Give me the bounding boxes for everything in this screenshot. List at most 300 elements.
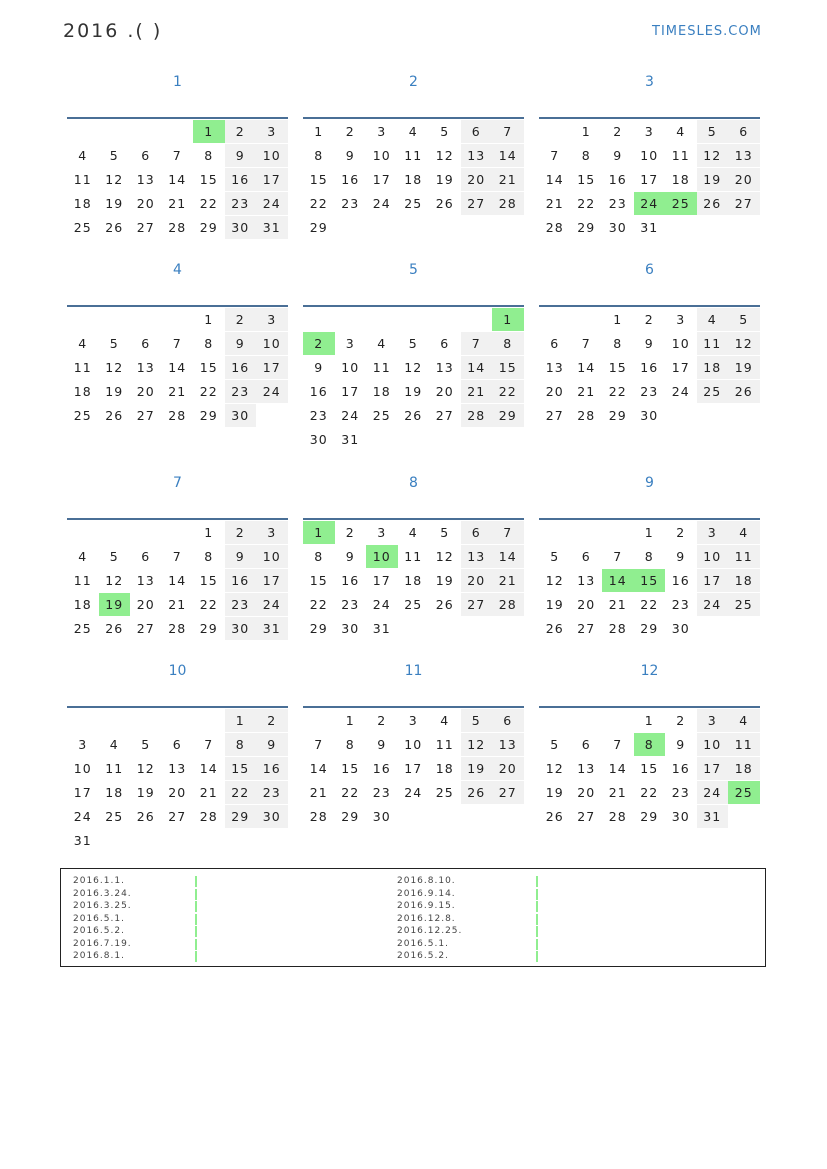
day-cell[interactable]: 1 (204, 312, 214, 327)
day-cell[interactable]: 18 (671, 172, 690, 187)
day-cell[interactable]: 18 (728, 757, 760, 780)
day-cell[interactable]: 14 (199, 761, 218, 776)
day-cell[interactable]: 18 (697, 356, 729, 379)
day-cell[interactable]: 3 (408, 713, 418, 728)
day-cell[interactable]: 8 (314, 148, 324, 163)
day-cell[interactable]: 12 (545, 761, 564, 776)
day-cell[interactable]: 6 (172, 737, 182, 752)
day-cell[interactable]: 21 (608, 785, 627, 800)
day-cell[interactable]: 23 (225, 593, 257, 616)
day-cell[interactable]: 31 (256, 617, 288, 640)
day-cell[interactable]: 30 (671, 809, 690, 824)
day-cell[interactable]: 11 (73, 172, 92, 187)
day-cell[interactable]: 17 (640, 172, 659, 187)
day-cell[interactable]: 4 (78, 336, 88, 351)
site-logo[interactable]: TIMESLES.COM (652, 24, 762, 39)
day-cell[interactable]: 4 (78, 148, 88, 163)
day-cell[interactable]: 23 (341, 196, 360, 211)
day-cell[interactable]: 18 (73, 196, 92, 211)
day-cell[interactable]: 5 (440, 525, 450, 540)
day-cell[interactable]: 29 (577, 220, 596, 235)
day-cell[interactable]: 15 (199, 172, 218, 187)
day-cell[interactable]: 26 (136, 809, 155, 824)
day-cell[interactable]: 28 (461, 404, 493, 427)
day-cell[interactable]: 26 (105, 220, 124, 235)
day-cell[interactable]: 12 (728, 332, 760, 355)
day-cell[interactable]: 31 (640, 220, 659, 235)
day-cell[interactable]: 18 (73, 597, 92, 612)
day-cell[interactable]: 7 (172, 336, 182, 351)
day-cell[interactable]: 17 (256, 356, 288, 379)
day-cell[interactable]: 7 (204, 737, 214, 752)
day-cell[interactable]: 16 (225, 569, 257, 592)
day-cell[interactable]: 23 (341, 597, 360, 612)
day-cell[interactable]: 30 (225, 617, 257, 640)
day-cell[interactable]: 29 (199, 408, 218, 423)
day-cell[interactable]: 29 (640, 621, 659, 636)
day-cell[interactable]: 20 (492, 757, 524, 780)
day-cell[interactable]: 13 (492, 733, 524, 756)
day-cell[interactable]: 14 (168, 172, 187, 187)
day-cell[interactable]: 22 (199, 196, 218, 211)
day-cell[interactable]: 10 (640, 148, 659, 163)
day-cell[interactable]: 20 (136, 384, 155, 399)
day-cell[interactable]: 25 (404, 196, 423, 211)
day-cell[interactable]: 4 (676, 124, 686, 139)
day-cell[interactable]: 5 (550, 549, 560, 564)
day-cell[interactable]: 11 (73, 360, 92, 375)
day-cell[interactable]: 11 (671, 148, 690, 163)
day-cell[interactable]: 3 (377, 525, 387, 540)
day-cell[interactable]: 9 (225, 144, 257, 167)
day-cell[interactable]: 13 (136, 573, 155, 588)
day-cell[interactable]: 2 (377, 713, 387, 728)
day-cell[interactable]: 26 (728, 380, 760, 403)
day-cell[interactable]: 9 (676, 737, 686, 752)
day-cell[interactable]: 14 (492, 545, 524, 568)
day-cell[interactable]: 5 (728, 308, 760, 331)
day-cell[interactable]: 29 (640, 809, 659, 824)
day-cell[interactable]: 27 (136, 408, 155, 423)
day-cell[interactable]: 26 (545, 809, 564, 824)
day-cell[interactable]: 7 (461, 332, 493, 355)
day-cell[interactable]: 5 (440, 124, 450, 139)
day-cell[interactable]: 29 (225, 805, 257, 828)
day-cell[interactable]: 29 (309, 220, 328, 235)
day-cell[interactable]: 22 (492, 380, 524, 403)
day-cell[interactable]: 3 (256, 120, 288, 143)
day-cell[interactable]: 8 (634, 733, 666, 756)
day-cell[interactable]: 24 (697, 593, 729, 616)
day-cell[interactable]: 11 (372, 360, 391, 375)
day-cell[interactable]: 13 (136, 360, 155, 375)
day-cell[interactable]: 30 (341, 621, 360, 636)
day-cell[interactable]: 20 (461, 168, 493, 191)
day-cell[interactable]: 10 (256, 144, 288, 167)
day-cell[interactable]: 12 (435, 549, 454, 564)
day-cell[interactable]: 5 (550, 737, 560, 752)
day-cell[interactable]: 22 (640, 597, 659, 612)
day-cell[interactable]: 8 (204, 148, 214, 163)
day-cell[interactable]: 1 (644, 713, 654, 728)
day-cell[interactable]: 29 (309, 621, 328, 636)
day-cell[interactable]: 8 (492, 332, 524, 355)
day-cell[interactable]: 12 (105, 573, 124, 588)
day-cell[interactable]: 8 (204, 336, 214, 351)
day-cell[interactable]: 2 (225, 308, 257, 331)
day-cell[interactable]: 26 (435, 597, 454, 612)
day-cell[interactable]: 19 (99, 593, 131, 616)
day-cell[interactable]: 17 (372, 172, 391, 187)
day-cell[interactable]: 20 (728, 168, 760, 191)
day-cell[interactable]: 6 (581, 737, 591, 752)
day-cell[interactable]: 21 (545, 196, 564, 211)
day-cell[interactable]: 1 (644, 525, 654, 540)
day-cell[interactable]: 1 (345, 713, 355, 728)
day-cell[interactable]: 13 (461, 144, 493, 167)
day-cell[interactable]: 31 (73, 833, 92, 848)
day-cell[interactable]: 1 (581, 124, 591, 139)
day-cell[interactable]: 14 (602, 569, 634, 592)
day-cell[interactable]: 17 (671, 360, 690, 375)
day-cell[interactable]: 30 (256, 805, 288, 828)
day-cell[interactable]: 20 (136, 196, 155, 211)
day-cell[interactable]: 24 (341, 408, 360, 423)
day-cell[interactable]: 10 (256, 332, 288, 355)
day-cell[interactable]: 2 (225, 521, 257, 544)
day-cell[interactable]: 28 (492, 192, 524, 215)
day-cell[interactable]: 19 (728, 356, 760, 379)
day-cell[interactable]: 27 (492, 781, 524, 804)
day-cell[interactable]: 13 (545, 360, 564, 375)
day-cell[interactable]: 6 (141, 336, 151, 351)
day-cell[interactable]: 20 (461, 569, 493, 592)
day-cell[interactable]: 25 (435, 785, 454, 800)
day-cell[interactable]: 22 (199, 597, 218, 612)
day-cell[interactable]: 7 (172, 148, 182, 163)
day-cell[interactable]: 29 (199, 220, 218, 235)
day-cell[interactable]: 21 (461, 380, 493, 403)
day-cell[interactable]: 21 (608, 597, 627, 612)
day-cell[interactable]: 26 (105, 621, 124, 636)
day-cell[interactable]: 14 (545, 172, 564, 187)
day-cell[interactable]: 29 (492, 404, 524, 427)
day-cell[interactable]: 29 (199, 621, 218, 636)
day-cell[interactable]: 17 (256, 168, 288, 191)
day-cell[interactable]: 24 (634, 192, 666, 215)
day-cell[interactable]: 22 (577, 196, 596, 211)
day-cell[interactable]: 3 (256, 521, 288, 544)
day-cell[interactable]: 3 (345, 336, 355, 351)
day-cell[interactable]: 9 (225, 545, 257, 568)
day-cell[interactable]: 29 (341, 809, 360, 824)
day-cell[interactable]: 3 (697, 709, 729, 732)
day-cell[interactable]: 13 (577, 761, 596, 776)
day-cell[interactable]: 18 (105, 785, 124, 800)
day-cell[interactable]: 7 (314, 737, 324, 752)
day-cell[interactable]: 9 (225, 332, 257, 355)
day-cell[interactable]: 18 (73, 384, 92, 399)
day-cell[interactable]: 19 (545, 597, 564, 612)
day-cell[interactable]: 10 (697, 545, 729, 568)
day-cell[interactable]: 7 (172, 549, 182, 564)
day-cell[interactable]: 20 (577, 785, 596, 800)
day-cell[interactable]: 8 (581, 148, 591, 163)
day-cell[interactable]: 9 (613, 148, 623, 163)
day-cell[interactable]: 24 (256, 380, 288, 403)
day-cell[interactable]: 6 (492, 709, 524, 732)
day-cell[interactable]: 27 (136, 621, 155, 636)
day-cell[interactable]: 10 (671, 336, 690, 351)
day-cell[interactable]: 15 (640, 761, 659, 776)
day-cell[interactable]: 20 (168, 785, 187, 800)
day-cell[interactable]: 8 (345, 737, 355, 752)
day-cell[interactable]: 23 (309, 408, 328, 423)
day-cell[interactable]: 5 (109, 336, 119, 351)
day-cell[interactable]: 13 (136, 172, 155, 187)
day-cell[interactable]: 30 (309, 432, 328, 447)
day-cell[interactable]: 19 (435, 172, 454, 187)
day-cell[interactable]: 6 (440, 336, 450, 351)
day-cell[interactable]: 29 (608, 408, 627, 423)
day-cell[interactable]: 10 (697, 733, 729, 756)
day-cell[interactable]: 16 (372, 761, 391, 776)
day-cell[interactable]: 15 (577, 172, 596, 187)
day-cell[interactable]: 18 (372, 384, 391, 399)
day-cell[interactable]: 6 (550, 336, 560, 351)
day-cell[interactable]: 17 (697, 757, 729, 780)
day-cell[interactable]: 21 (492, 168, 524, 191)
day-cell[interactable]: 18 (728, 569, 760, 592)
day-cell[interactable]: 12 (435, 148, 454, 163)
day-cell[interactable]: 31 (372, 621, 391, 636)
day-cell[interactable]: 7 (613, 737, 623, 752)
day-cell[interactable]: 16 (341, 172, 360, 187)
day-cell[interactable]: 11 (404, 549, 423, 564)
day-cell[interactable]: 7 (550, 148, 560, 163)
day-cell[interactable]: 11 (404, 148, 423, 163)
day-cell[interactable]: 12 (105, 172, 124, 187)
day-cell[interactable]: 26 (435, 196, 454, 211)
day-cell[interactable]: 6 (141, 148, 151, 163)
day-cell[interactable]: 27 (545, 408, 564, 423)
day-cell[interactable]: 9 (377, 737, 387, 752)
day-cell[interactable]: 14 (608, 761, 627, 776)
day-cell[interactable]: 11 (435, 737, 454, 752)
day-cell[interactable]: 18 (404, 172, 423, 187)
day-cell[interactable]: 10 (256, 545, 288, 568)
day-cell[interactable]: 30 (225, 216, 257, 239)
day-cell[interactable]: 16 (640, 360, 659, 375)
day-cell[interactable]: 24 (256, 593, 288, 616)
day-cell[interactable]: 13 (577, 573, 596, 588)
day-cell[interactable]: 15 (608, 360, 627, 375)
day-cell[interactable]: 20 (435, 384, 454, 399)
day-cell[interactable]: 17 (697, 569, 729, 592)
day-cell[interactable]: 2 (256, 709, 288, 732)
day-cell[interactable]: 13 (435, 360, 454, 375)
day-cell[interactable]: 26 (697, 192, 729, 215)
day-cell[interactable]: 8 (204, 549, 214, 564)
day-cell[interactable]: 13 (461, 545, 493, 568)
day-cell[interactable]: 16 (341, 573, 360, 588)
day-cell[interactable]: 25 (105, 809, 124, 824)
day-cell[interactable]: 2 (676, 713, 686, 728)
day-cell[interactable]: 19 (136, 785, 155, 800)
day-cell[interactable]: 23 (671, 597, 690, 612)
day-cell[interactable]: 14 (168, 573, 187, 588)
day-cell[interactable]: 21 (168, 384, 187, 399)
day-cell[interactable]: 15 (309, 172, 328, 187)
day-cell[interactable]: 24 (256, 192, 288, 215)
day-cell[interactable]: 28 (577, 408, 596, 423)
day-cell[interactable]: 21 (492, 569, 524, 592)
day-cell[interactable]: 5 (697, 120, 729, 143)
day-cell[interactable]: 4 (109, 737, 119, 752)
day-cell[interactable]: 15 (199, 360, 218, 375)
day-cell[interactable]: 22 (309, 597, 328, 612)
day-cell[interactable]: 16 (671, 573, 690, 588)
day-cell[interactable]: 10 (372, 148, 391, 163)
day-cell[interactable]: 20 (545, 384, 564, 399)
day-cell[interactable]: 30 (640, 408, 659, 423)
day-cell[interactable]: 6 (728, 120, 760, 143)
day-cell[interactable]: 19 (105, 196, 124, 211)
day-cell[interactable]: 24 (73, 809, 92, 824)
day-cell[interactable]: 27 (435, 408, 454, 423)
day-cell[interactable]: 11 (105, 761, 124, 776)
day-cell[interactable]: 31 (341, 432, 360, 447)
day-cell[interactable]: 9 (345, 148, 355, 163)
day-cell[interactable]: 23 (671, 785, 690, 800)
day-cell[interactable]: 6 (461, 120, 493, 143)
day-cell[interactable]: 3 (697, 521, 729, 544)
day-cell[interactable]: 28 (492, 593, 524, 616)
day-cell[interactable]: 22 (225, 781, 257, 804)
day-cell[interactable]: 9 (345, 549, 355, 564)
day-cell[interactable]: 19 (697, 168, 729, 191)
day-cell[interactable]: 19 (545, 785, 564, 800)
day-cell[interactable]: 8 (314, 549, 324, 564)
day-cell[interactable]: 17 (341, 384, 360, 399)
day-cell[interactable]: 3 (256, 308, 288, 331)
day-cell[interactable]: 18 (435, 761, 454, 776)
day-cell[interactable]: 23 (225, 380, 257, 403)
day-cell[interactable]: 4 (408, 124, 418, 139)
day-cell[interactable]: 25 (728, 781, 760, 804)
day-cell[interactable]: 21 (168, 597, 187, 612)
day-cell[interactable]: 1 (225, 709, 257, 732)
day-cell[interactable]: 14 (461, 356, 493, 379)
day-cell[interactable]: 3 (676, 312, 686, 327)
day-cell[interactable]: 25 (728, 593, 760, 616)
day-cell[interactable]: 24 (404, 785, 423, 800)
day-cell[interactable]: 28 (199, 809, 218, 824)
day-cell[interactable]: 4 (440, 713, 450, 728)
day-cell[interactable]: 28 (168, 220, 187, 235)
day-cell[interactable]: 4 (697, 308, 729, 331)
day-cell[interactable]: 10 (404, 737, 423, 752)
day-cell[interactable]: 25 (404, 597, 423, 612)
day-cell[interactable]: 15 (225, 757, 257, 780)
day-cell[interactable]: 11 (728, 545, 760, 568)
day-cell[interactable]: 1 (492, 308, 524, 331)
day-cell[interactable]: 11 (697, 332, 729, 355)
day-cell[interactable]: 27 (168, 809, 187, 824)
day-cell[interactable]: 23 (225, 192, 257, 215)
day-cell[interactable]: 6 (461, 521, 493, 544)
day-cell[interactable]: 19 (435, 573, 454, 588)
day-cell[interactable]: 1 (314, 124, 324, 139)
day-cell[interactable]: 8 (613, 336, 623, 351)
day-cell[interactable]: 12 (404, 360, 423, 375)
day-cell[interactable]: 28 (309, 809, 328, 824)
day-cell[interactable]: 12 (697, 144, 729, 167)
day-cell[interactable]: 4 (728, 521, 760, 544)
day-cell[interactable]: 21 (577, 384, 596, 399)
day-cell[interactable]: 2 (225, 120, 257, 143)
day-cell[interactable]: 27 (136, 220, 155, 235)
day-cell[interactable]: 17 (256, 569, 288, 592)
day-cell[interactable]: 7 (492, 521, 524, 544)
day-cell[interactable]: 13 (168, 761, 187, 776)
day-cell[interactable]: 16 (225, 356, 257, 379)
day-cell[interactable]: 25 (73, 621, 92, 636)
day-cell[interactable]: 27 (728, 192, 760, 215)
day-cell[interactable]: 8 (225, 733, 257, 756)
day-cell[interactable]: 14 (492, 144, 524, 167)
day-cell[interactable]: 25 (665, 192, 697, 215)
day-cell[interactable]: 6 (141, 549, 151, 564)
day-cell[interactable]: 22 (341, 785, 360, 800)
day-cell[interactable]: 16 (608, 172, 627, 187)
day-cell[interactable]: 15 (199, 573, 218, 588)
day-cell[interactable]: 31 (256, 216, 288, 239)
day-cell[interactable]: 16 (309, 384, 328, 399)
day-cell[interactable]: 24 (697, 781, 729, 804)
day-cell[interactable]: 26 (545, 621, 564, 636)
day-cell[interactable]: 19 (461, 757, 493, 780)
day-cell[interactable]: 27 (461, 192, 493, 215)
day-cell[interactable]: 4 (408, 525, 418, 540)
day-cell[interactable]: 14 (577, 360, 596, 375)
day-cell[interactable]: 25 (697, 380, 729, 403)
day-cell[interactable]: 28 (168, 408, 187, 423)
day-cell[interactable]: 22 (309, 196, 328, 211)
day-cell[interactable]: 2 (345, 124, 355, 139)
day-cell[interactable]: 5 (141, 737, 151, 752)
day-cell[interactable]: 23 (608, 196, 627, 211)
day-cell[interactable]: 3 (644, 124, 654, 139)
day-cell[interactable]: 27 (577, 809, 596, 824)
day-cell[interactable]: 28 (608, 809, 627, 824)
day-cell[interactable]: 9 (644, 336, 654, 351)
day-cell[interactable]: 12 (105, 360, 124, 375)
day-cell[interactable]: 14 (309, 761, 328, 776)
day-cell[interactable]: 30 (608, 220, 627, 235)
day-cell[interactable]: 24 (372, 196, 391, 211)
day-cell[interactable]: 23 (256, 781, 288, 804)
day-cell[interactable]: 4 (377, 336, 387, 351)
day-cell[interactable]: 2 (613, 124, 623, 139)
day-cell[interactable]: 28 (545, 220, 564, 235)
day-cell[interactable]: 12 (136, 761, 155, 776)
day-cell[interactable]: 17 (73, 785, 92, 800)
day-cell[interactable]: 25 (73, 220, 92, 235)
day-cell[interactable]: 7 (581, 336, 591, 351)
day-cell[interactable]: 26 (105, 408, 124, 423)
day-cell[interactable]: 21 (168, 196, 187, 211)
